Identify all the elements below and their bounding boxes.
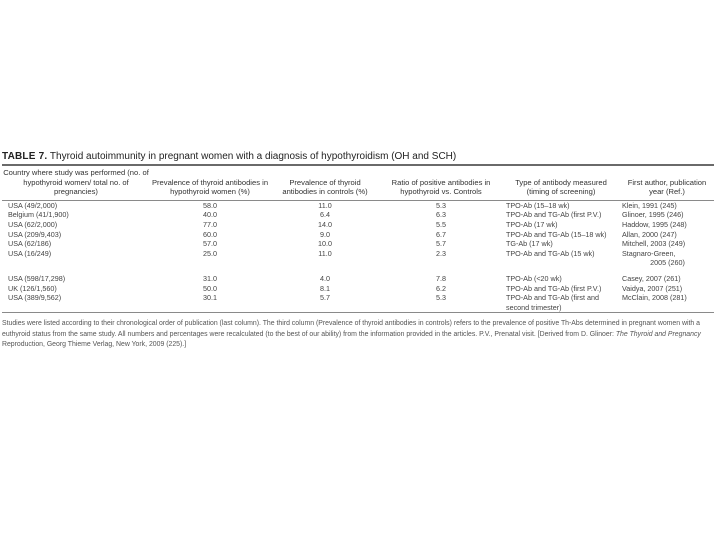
cell-prevalence-controls <box>270 303 380 313</box>
cell-first-author: Mitchell, 2003 (249) <box>622 239 686 249</box>
cell-antibody-type: second trimester) <box>506 302 562 312</box>
footnote-text-1: Studies were listed according to their chronological order of publication (last column). The third column (Prevalence of thyroid antibodies in controls) refers to the prevalence of positive Th-Abs determined in pregnant women with a euthyroid status from the same study. All numbers and percentages were recalculated (to the best of our ability) from the information provided in the articles. P.V., Prenatal visit. [Derived from D. Glinoer: <box>2 320 700 338</box>
cell-country: USA (62/186) <box>8 239 52 249</box>
col-header-antibody-type: Type of antibody measured (timing of screening) <box>515 177 607 197</box>
footnote-italic-title: The Thyroid and Pregnancy <box>615 330 701 338</box>
col-header-first-author: First author, publication year (Ref.) <box>627 177 707 197</box>
cell-antibody-type <box>502 258 620 268</box>
cell-first-author: Allan, 2000 (247) <box>622 229 677 239</box>
cell-ratio: 6.2 <box>436 283 446 293</box>
cell-country: USA (389/9,562) <box>8 293 62 303</box>
table-title: Thyroid autoimmunity in pregnant women with a diagnosis of hypothyroidism (OH and SCH) <box>49 151 457 162</box>
cell-ratio: 5.3 <box>436 200 446 210</box>
cell-ratio: 6.3 <box>436 210 446 220</box>
table-row <box>2 210 714 220</box>
cell-antibody-type: TPO-Ab (17 wk) <box>506 219 558 229</box>
cell-prevalence-hypothyroid <box>150 258 270 268</box>
table-row <box>2 284 714 294</box>
table-row <box>2 230 714 240</box>
cell-first-author: Klein, 1991 (245) <box>622 200 677 210</box>
table-row <box>2 249 714 259</box>
cell-country: USA (209/9,403) <box>8 229 62 239</box>
cell-country: USA (49/2,000) <box>8 200 58 210</box>
cell-prevalence-hypothyroid <box>150 303 270 313</box>
table-row-continuation <box>2 303 714 313</box>
cell-prevalence-hypothyroid: 50.0 <box>203 283 217 293</box>
col-header-prevalence-hypothyroid: Prevalence of thyroid antibodies in hypothyroid women (%) <box>151 177 269 197</box>
table-footnote <box>2 319 714 351</box>
cell-prevalence-controls <box>270 258 380 268</box>
cell-first-author: 2005 (260) <box>650 258 685 268</box>
cell-prevalence-hypothyroid: 31.0 <box>203 273 217 283</box>
cell-ratio: 2.3 <box>436 248 446 258</box>
cell-prevalence-hypothyroid: 58.0 <box>203 200 217 210</box>
cell-first-author: Casey, 2007 (261) <box>622 273 681 283</box>
cell-antibody-type: TG-Ab (17 wk) <box>506 239 553 249</box>
cell-ratio: 7.8 <box>436 273 446 283</box>
cell-antibody-type: TPO-Ab and TG-Ab (first and <box>506 293 599 303</box>
cell-antibody-type: TPO-Ab (15–18 wk) <box>506 200 570 210</box>
table-row <box>2 274 714 284</box>
cell-prevalence-hypothyroid: 57.0 <box>203 239 217 249</box>
cell-country: USA (598/17,298) <box>8 273 66 283</box>
cell-country <box>2 303 150 313</box>
cell-prevalence-controls: 9.0 <box>320 229 330 239</box>
footnote-text-2: Reproduction, Georg Thieme Verlag, New York, 2009 (225).] <box>2 341 187 349</box>
cell-first-author: Stagnaro-Green, <box>622 248 676 258</box>
cell-prevalence-controls: 5.7 <box>320 293 330 303</box>
cell-antibody-type: TPO-Ab and TG-Ab (15 wk) <box>506 248 595 258</box>
cell-antibody-type: TPO-Ab and TG-Ab (first P.V.) <box>506 210 602 220</box>
cell-prevalence-hypothyroid: 77.0 <box>203 219 217 229</box>
cell-ratio: 5.7 <box>436 239 446 249</box>
table-row <box>2 220 714 230</box>
header-row <box>2 166 714 200</box>
table-row-continuation <box>2 258 714 268</box>
cell-prevalence-controls: 10.0 <box>318 239 332 249</box>
cell-antibody-type: TPO-Ab and TG-Ab (15–18 wk) <box>506 229 607 239</box>
cell-prevalence-controls: 11.0 <box>318 200 332 210</box>
cell-ratio: 5.5 <box>436 219 446 229</box>
table-row <box>2 200 714 210</box>
cell-prevalence-hypothyroid: 30.1 <box>203 293 217 303</box>
table-block <box>2 150 714 351</box>
data-table <box>2 166 714 313</box>
cell-prevalence-hypothyroid: 25.0 <box>203 248 217 258</box>
cell-country <box>2 258 150 268</box>
cell-prevalence-hypothyroid: 40.0 <box>203 210 217 220</box>
cell-country: USA (62/2,000) <box>8 219 58 229</box>
table-row <box>2 239 714 249</box>
cell-country: UK (126/1,560) <box>8 283 57 293</box>
cell-first-author: Haddow, 1995 (248) <box>622 219 687 229</box>
col-header-prevalence-controls: Prevalence of thyroid antibodies in controls (%) <box>282 177 368 197</box>
table-row <box>2 293 714 303</box>
cell-ratio: 6.7 <box>436 229 446 239</box>
cell-antibody-type: TPO-Ab (<20 wk) <box>506 273 562 283</box>
cell-prevalence-controls: 14.0 <box>318 219 332 229</box>
cell-first-author: McClain, 2008 (281) <box>622 293 687 303</box>
cell-ratio: 5.3 <box>436 293 446 303</box>
cell-first-author <box>620 303 714 313</box>
cell-first-author: Glinoer, 1995 (246) <box>622 210 684 220</box>
col-header-country: Country where study was performed (no. of hypothyroid women/ total no. of pregnancies) <box>3 168 149 197</box>
cell-ratio <box>380 258 502 268</box>
cell-antibody-type: TPO-Ab and TG-Ab (first P.V.) <box>506 283 602 293</box>
cell-prevalence-controls: 6.4 <box>320 210 330 220</box>
cell-country: USA (16/249) <box>8 248 52 258</box>
cell-prevalence-controls: 8.1 <box>320 283 330 293</box>
cell-prevalence-hypothyroid: 60.0 <box>203 229 217 239</box>
cell-country: Belgium (41/1,900) <box>8 210 69 220</box>
cell-prevalence-controls: 11.0 <box>318 248 332 258</box>
table-caption <box>2 150 714 164</box>
col-header-ratio: Ratio of positive antibodies in hypothyroid vs. Controls <box>391 177 491 197</box>
table-label: TABLE 7. <box>2 151 48 162</box>
cell-prevalence-controls: 4.0 <box>320 273 330 283</box>
cell-first-author: Vaidya, 2007 (251) <box>622 283 683 293</box>
cell-ratio <box>380 303 502 313</box>
